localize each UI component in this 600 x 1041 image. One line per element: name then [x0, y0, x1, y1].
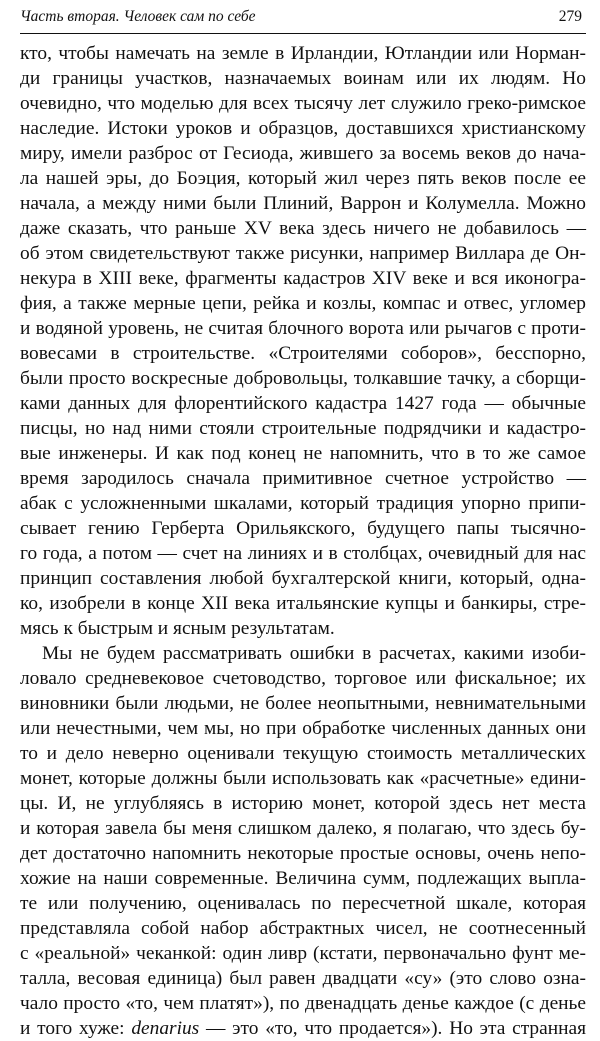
text-line: об этом свидетельствуют также рисунки, например Виллара де Он- [20, 243, 586, 264]
text-line: принцип составления любой бухгалтерской книги, который, одна- [20, 568, 586, 589]
text-line: кто, чтобы намечать на земле в Ирландии, Ютландии или Норман- [20, 43, 586, 64]
text-line: были просто воскресные добровольцы, толкавшие тачку, а сборщи- [20, 368, 586, 389]
running-head [20, 6, 586, 28]
text-line: очевидно, что моделью для всех тысячу лет служило греко-римское [20, 93, 586, 114]
text-line: абак с усложненными шкалами, который традиция упорно припи- [20, 493, 586, 514]
text-line: фия, а также мерные цепи, рейка и козлы, компас и отвес, угломер [20, 293, 586, 314]
text-line: писцы, но над ними стояли строительные подрядчики и кадастро- [20, 418, 586, 439]
text-line: или нечестными, чем мы, но при обработке численных данных они [20, 718, 586, 739]
latin-term: denarius [131, 1018, 200, 1039]
book-page [20, 0, 586, 1039]
text-line: начала, а между ними были Плиний, Варрон и Колумелла. Можно [20, 193, 586, 214]
body-text [20, 41, 586, 1041]
text-line: виновники были людьми, не более неопытными, невнимательными [20, 693, 586, 714]
text-line: ловало средневековое счетоводство, торговое или фискальное; их [20, 668, 586, 689]
text-segment: и того хуже: [20, 1018, 132, 1039]
text-line: ко, изобрели в конце XII века итальянские купцы и банкиры, стре- [20, 593, 586, 614]
text-line: некура в XIII веке, фрагменты кадастров XIV веке и вся иконогра- [20, 268, 586, 289]
text-line: те или получению, оценивалась по пересчетной шкале, которая [20, 893, 586, 914]
text-line: ла нашей эры, до Боэция, который жил через пять веков после ее [20, 168, 586, 189]
paragraph-1 [20, 41, 586, 641]
running-title: Часть вторая. Человек сам по себе [20, 8, 256, 25]
text-line: хожие на наши современные. Величина сумм, подлежащих выпла- [20, 868, 586, 889]
text-line: дет достаточно напомнить некоторые простые основы, очень непо- [20, 843, 586, 864]
text-line: ками данных для флорентийского кадастра 1427 года — обычные [20, 393, 586, 414]
text-line: монет, которые должны были использовать как «расчетные» едини- [20, 768, 586, 789]
text-line: с «реальной» чеканкой: один ливр (кстати, первоначально фунт ме- [20, 943, 586, 964]
text-line: сывает гению Герберта Орильякского, будущего папы тысячно- [20, 518, 586, 539]
page-number: 279 [558, 8, 582, 25]
header-rule [20, 33, 586, 34]
text-line [20, 1016, 586, 1041]
paragraph-2 [20, 641, 586, 1041]
text-line: талла, весовая единица) был равен двадцати «су» (это слово озна- [20, 968, 586, 989]
text-line: представляла собой набор абстрактных чисел, не соотнесенный [20, 918, 586, 939]
text-segment: — это «то, что продается»). Но эта странная [199, 1018, 586, 1039]
text-line: время зародилось сначала примитивное счетное устройство — [20, 468, 586, 489]
text-line: Мы не будем рассматривать ошибки в расчетах, какими изоби- [42, 643, 586, 664]
text-line: и которая завела бы меня слишком далеко, я полагаю, что здесь бу- [20, 818, 586, 839]
text-line: наследие. Истоки уроков и образцов, доставшихся христианскому [20, 118, 586, 139]
text-line: го года, а потом — счет на линиях и в столбцах, очевидный для нас [20, 543, 586, 564]
text-line: ди границы участков, назначаемых воинам или их людям. Но [20, 68, 586, 89]
text-line: то и дело неверно оценивали текущую стоимость металлических [20, 743, 586, 764]
text-line: мясь к быстрым и ясным результатам. [20, 618, 335, 639]
text-line: чало просто «то, чем платят»), по двенадцать денье каждое (с денье [20, 993, 586, 1014]
text-line: миру, имели разброс от Гесиода, жившего за восемь веков до нача- [20, 143, 586, 164]
text-line: и водяной уровень, не считая блочного ворота или рычагов с проти- [20, 318, 586, 339]
text-line: даже сказать, что раньше XV века здесь ничего не добавилось — [20, 218, 586, 239]
text-line: вовесами в строительстве. «Строителями соборов», бесспорно, [20, 343, 586, 364]
text-line: вые инженеры. И как под конец не напомнить, что в то же самое [20, 443, 586, 464]
text-line: цы. И, не углубляясь в историю монет, которой здесь нет места [20, 793, 586, 814]
